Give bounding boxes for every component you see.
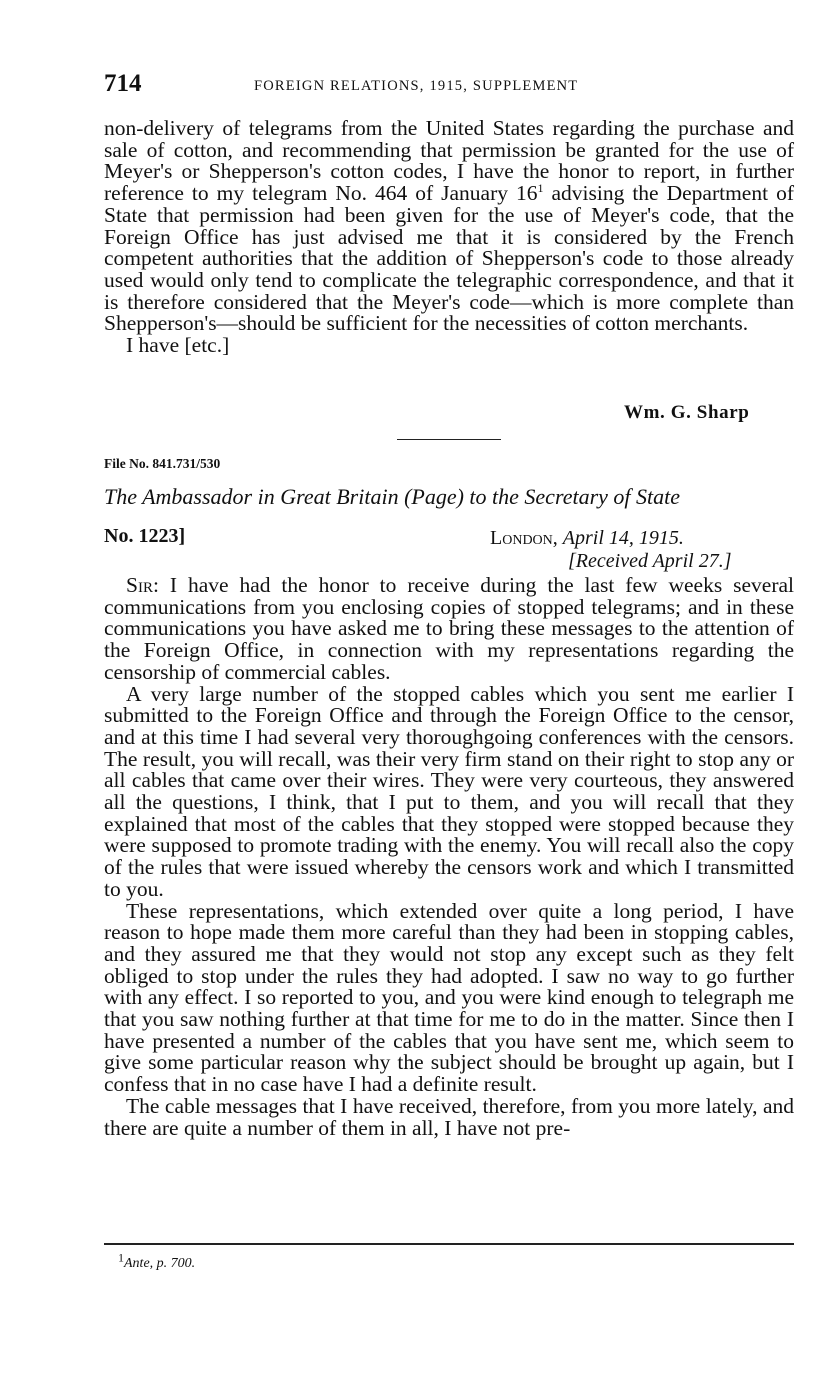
letter1-text-b: advising the Department of State that permission had been given for the use of Meyer's code, that the Foreign Office has just advised me that it is considered by the French competent authorities that the addition of Shepperson's code to those already used would only tend to complicate the telegraphic correspondence, and that it is therefore considered that the Meyer's code—which is more complete than Shepperson's—should be sufficient for the necessities of cotton merchants. xyxy=(104,181,794,336)
dateline xyxy=(490,527,684,550)
letter1-paragraph xyxy=(104,118,794,335)
letter1-text-a: non-delivery of telegrams from the United States regarding the purchase and sale of cotton, and recommending that permission be granted for the use of Meyer's or Shepperson's cotton codes, I have the honor to report, in further reference to my telegram No. 464 of January 16 xyxy=(104,116,794,206)
letter2-body xyxy=(104,575,794,1139)
page-number: 714 xyxy=(104,70,142,97)
file-number: File No. 841.731/530 xyxy=(104,456,221,471)
letter2-paragraph-1 xyxy=(104,575,794,684)
letter2-paragraph-2: A very large number of the stopped cables which you sent me earlier I submitted to the Foreign Office and through the Foreign Office to the censor, and at this time I had several very thoroughgoing conferences with the censors. The result, you will recall, was their very firm stand on their right to stop any or all cables that came over their wires. They were very courteous, they answered all the questions, I think, that I put to them, and you will recall that they explained that most of the cables that they stopped were stopped because they were supposed to promote trading with the enemy. You will recall also the copy of the rules that were issued whereby the censors work and which I transmitted to you. xyxy=(104,681,794,901)
section-divider xyxy=(397,439,501,440)
letter2-p1-text: I have had the honor to receive during the last few weeks several communications from you enclosing copies of stopped telegrams; and in these communications you have asked me to bring these messages to the attention of the Foreign Office, in connection with my representations regarding the censorship of commercial cables. xyxy=(104,573,794,684)
received-date: [Received April 27.] xyxy=(568,550,732,572)
document-title: The Ambassador in Great Britain (Page) to the Secretary of State xyxy=(104,484,680,509)
page-header xyxy=(104,70,794,106)
footnote-ref: 1 xyxy=(537,180,544,195)
footnote-marker: 1 xyxy=(118,1250,124,1265)
dateline-date: April 14, 1915. xyxy=(562,527,684,549)
running-head: FOREIGN RELATIONS, 1915, SUPPLEMENT xyxy=(254,78,579,94)
footnote xyxy=(118,1250,196,1272)
footnote-text: Ante, p. 700. xyxy=(124,1256,196,1271)
letter2-paragraph-4: The cable messages that I have received, therefore, from you more lately, and there are quite a number of them in all, I have not pre- xyxy=(104,1093,794,1140)
footnote-divider xyxy=(104,1243,794,1245)
letter2-paragraph-3: These representations, which extended over quite a long period, I have reason to hope made them more careful than they had been in stopping cables, and they assured me that they would not stop any except such as they felt obliged to stop under the rules they had adopted. I saw no way to go further with any effect. I so reported to you, and you were kind enough to telegraph me that you saw nothing further at that time for me to do in the matter. Since then I have presented a number of the cables that you have sent me, which seem to give some particular reason why the subject should be brought up again, but I confess that in no case have I had a definite result. xyxy=(104,898,794,1097)
signature-text: Wm. G. Sharp xyxy=(624,402,750,423)
document-number: No. 1223] xyxy=(104,525,186,547)
closing: I have [etc.] xyxy=(126,333,230,358)
dateline-place: London, xyxy=(490,527,558,549)
salutation: Sir: xyxy=(126,573,159,597)
letter1-body xyxy=(104,118,794,357)
signature xyxy=(624,402,749,424)
